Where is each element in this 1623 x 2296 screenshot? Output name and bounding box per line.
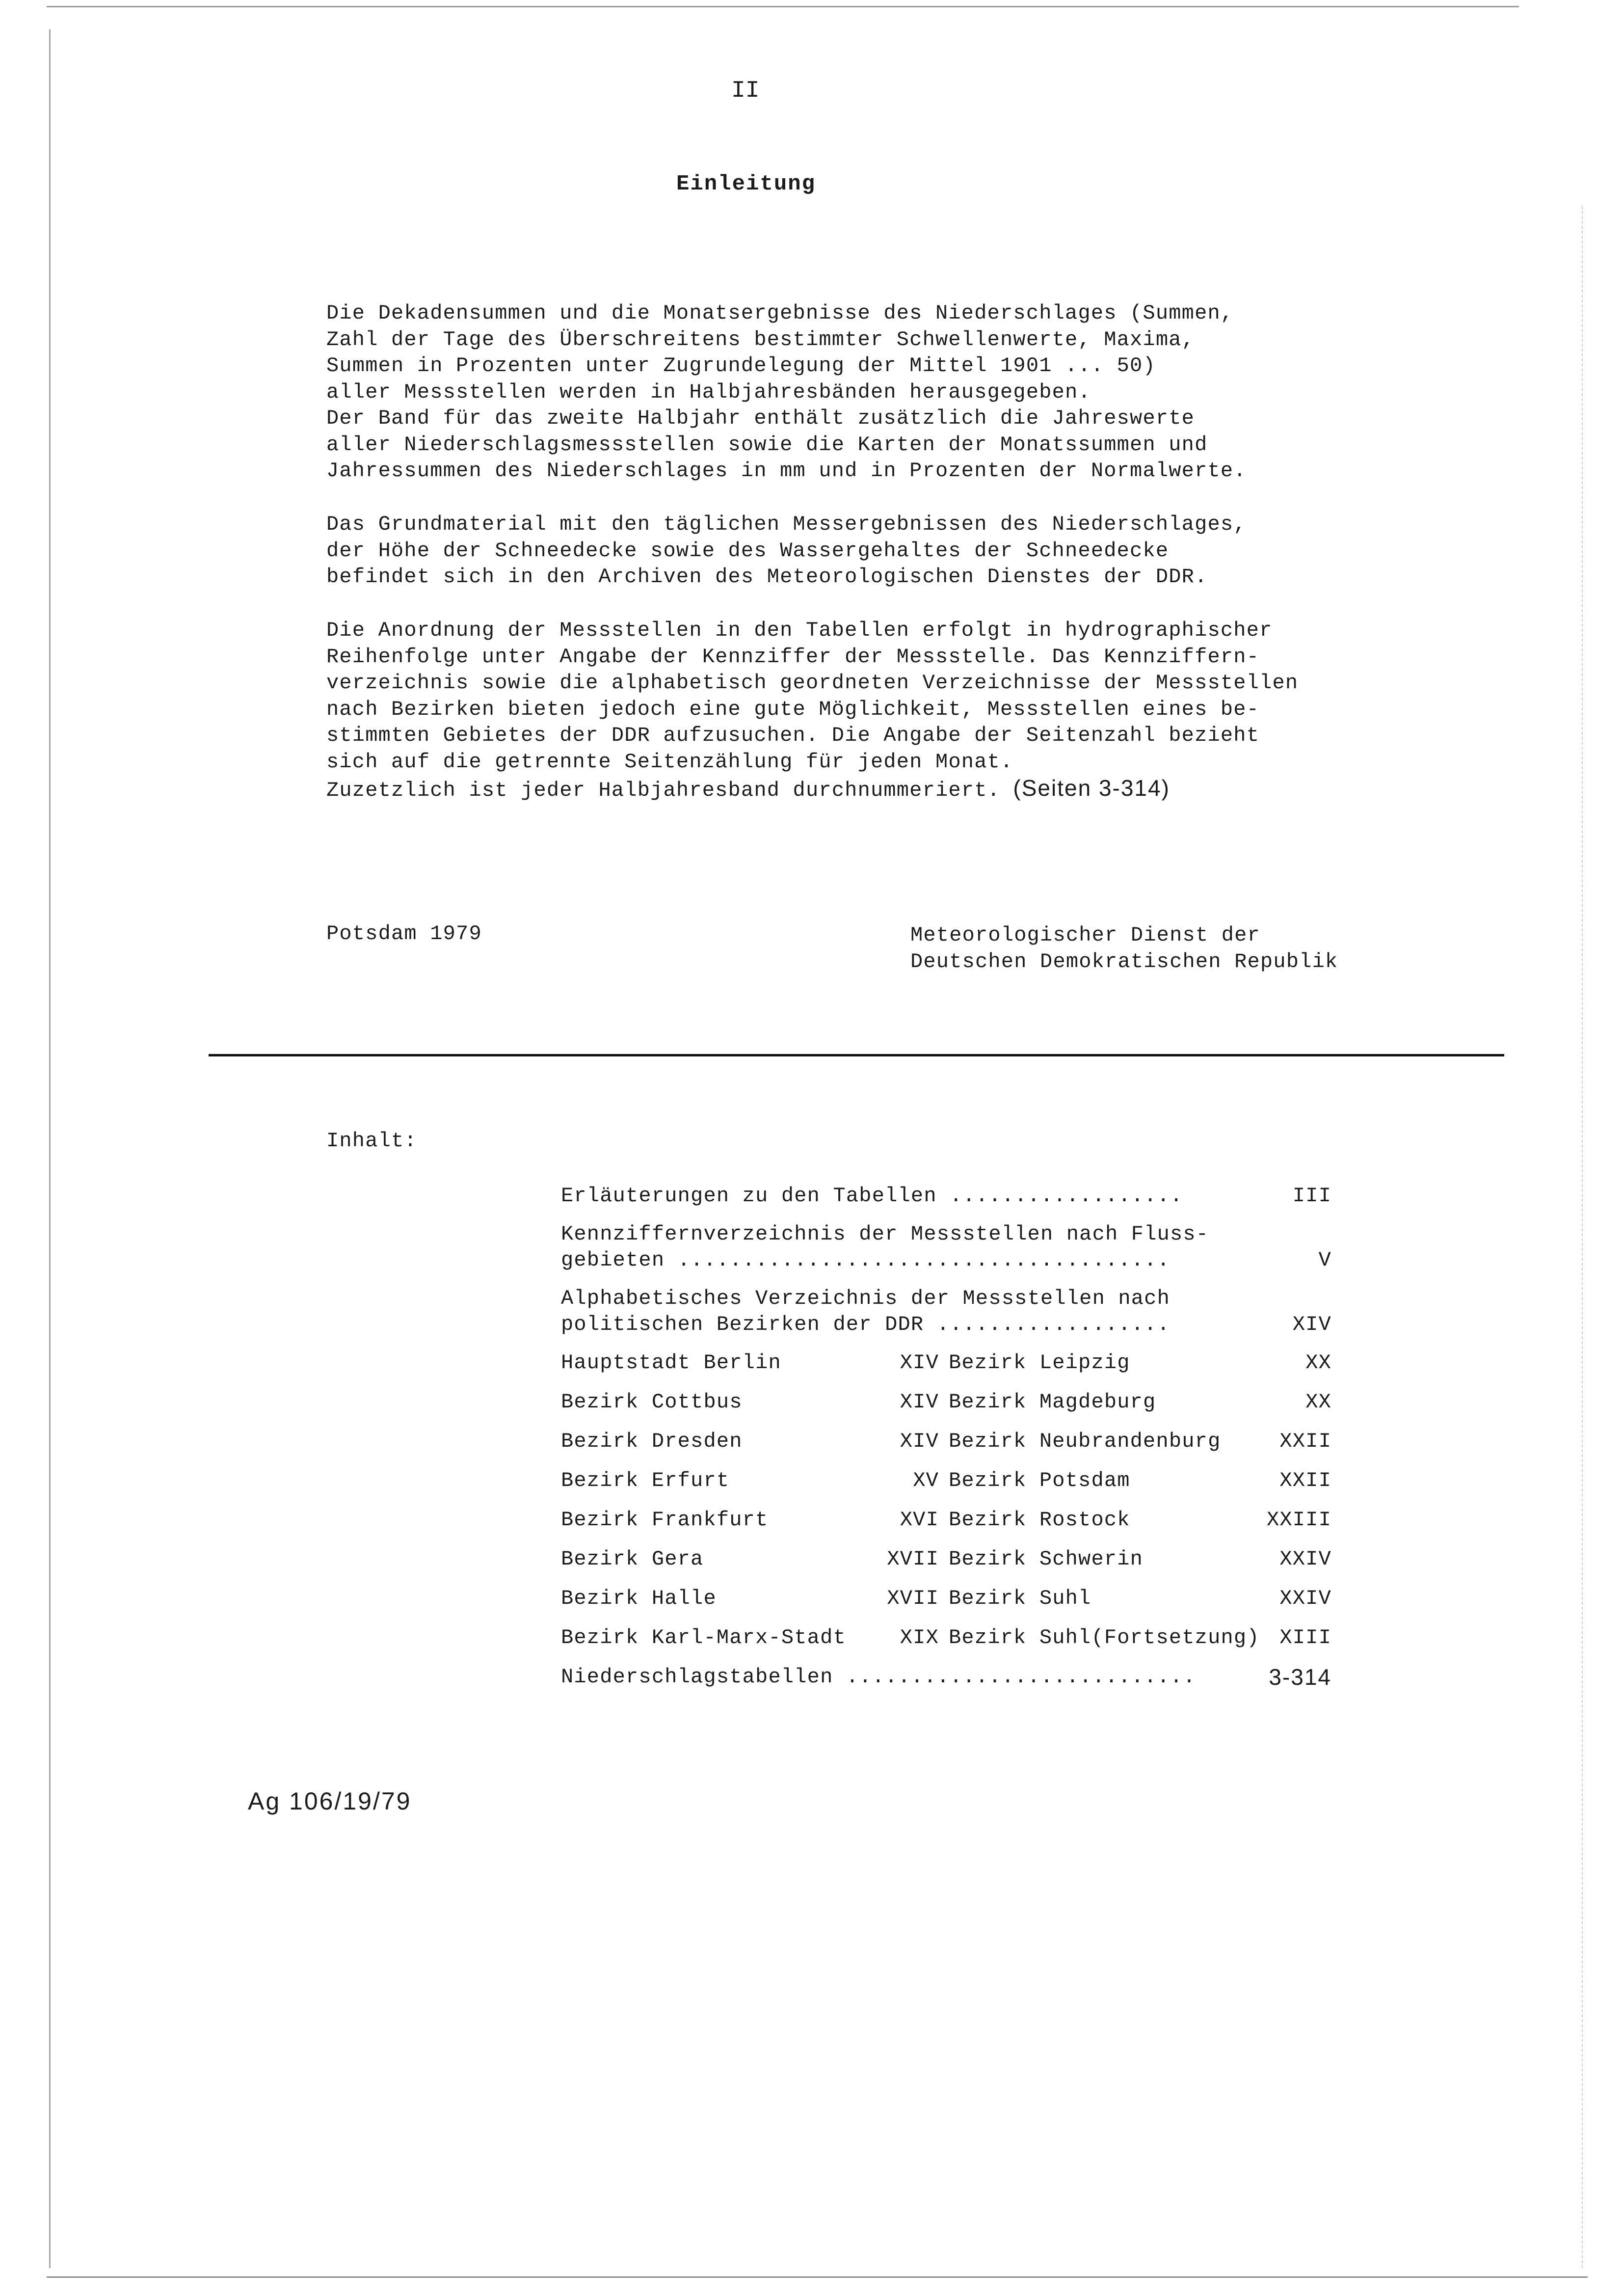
document-reference: Ag 106/19/79 — [248, 1787, 412, 1815]
toc-entry-title: Kennziffernverzeichnis der Messstellen nach Fluss- gebieten ...................................... — [561, 1222, 1209, 1272]
district-right-cell — [939, 1350, 1331, 1376]
intro-paragraph-1: Die Dekadensummen und die Monatsergebnisse des Niederschlages (Summen, Zahl der Tage des Überschreitens bestimmter Schwellenwerte, Maxima, Summen in Prozenten unter Zugrundelegung der Mittel 1901 ... 50) aller Messstellen werden in Halbjahresbänden herausgegeben. Der Band für das zweite Halbjahr enthält zusätzlich die Jahreswerte aller Niederschlagsmessstellen sowie die Karten der Monatssummen und Jahressummen des Niederschlages in mm und in Prozenten der Normalwerte. — [326, 301, 1247, 483]
district-page: XX — [1305, 1351, 1331, 1375]
district-name[interactable]: Bezirk Dresden — [561, 1430, 743, 1453]
district-right-cell — [939, 1625, 1331, 1651]
district-page: XVII — [887, 1587, 939, 1610]
toc-entry-explanations[interactable] — [561, 1183, 1331, 1209]
district-page: XV — [913, 1469, 939, 1492]
district-right-cell — [939, 1546, 1331, 1572]
toc-entry-alphabetical-index[interactable] — [561, 1286, 1331, 1338]
place-date: Potsdam 1979 — [326, 922, 482, 945]
district-page: XXIII — [1266, 1508, 1331, 1532]
toc-entry-precipitation-tables[interactable] — [561, 1664, 1331, 1690]
district-name[interactable]: Bezirk Leipzig — [949, 1351, 1130, 1375]
district-page: XXII — [1279, 1430, 1331, 1453]
district-name[interactable]: Bezirk Halle — [561, 1587, 717, 1610]
district-page: XVII — [887, 1547, 939, 1571]
toc-entry-page: 3-314 — [1269, 1664, 1331, 1690]
district-name[interactable]: Hauptstadt Berlin — [561, 1351, 781, 1375]
district-page: XVI — [900, 1508, 939, 1532]
district-index — [561, 1350, 1331, 1651]
district-name[interactable]: Bezirk Frankfurt — [561, 1508, 769, 1532]
district-page: XX — [1305, 1390, 1331, 1414]
page-border-left — [49, 29, 51, 2268]
district-page: XIV — [900, 1351, 939, 1375]
district-right-cell — [939, 1429, 1331, 1455]
toc-entry-page: III — [1292, 1184, 1331, 1208]
handwritten-pages-note: (Seiten 3-314) — [1013, 775, 1170, 801]
section-divider — [209, 1054, 1504, 1056]
district-right-cell — [939, 1468, 1331, 1494]
district-page: XIV — [900, 1390, 939, 1414]
intro-paragraph-3-text: Die Anordnung der Messstellen in den Tabellen erfolgt in hydrographischer Reihenfolge unter Angabe der Kennziffer der Messstelle. Das Kennziffern- verzeichnis sowie die alphabetisch geordneten Verzeichnisse der Messstellen nach Bezirken bieten jedoch eine gute Möglichkeit, Messstellen eines be- stimmten Gebietes der DDR aufzusuchen. Die Angabe der Seitenzahl bezieht sich auf die getrennte Seitenzählung für jeden Monat. Zuzetzlich ist jeder Halbjahresband durchnummeriert. — [326, 619, 1299, 802]
district-name[interactable]: Bezirk Suhl — [949, 1587, 1091, 1610]
toc-entry-page: XIV — [1292, 1313, 1331, 1336]
table-of-contents — [561, 1183, 1331, 1702]
toc-entry-page: V — [1318, 1248, 1331, 1272]
district-name[interactable]: Bezirk Erfurt — [561, 1469, 730, 1492]
district-right-cell — [939, 1507, 1331, 1533]
district-right-cell — [939, 1389, 1331, 1415]
page-title: Einleitung — [676, 172, 816, 196]
district-page: XIV — [900, 1430, 939, 1453]
toc-entry-code-index[interactable] — [561, 1221, 1331, 1273]
page-border-bottom — [47, 2276, 1588, 2278]
district-right-cell — [939, 1586, 1331, 1612]
intro-paragraph-3 — [326, 618, 1298, 804]
page-border-top — [47, 6, 1519, 7]
district-name[interactable]: Bezirk Karl-Marx-Stadt — [561, 1626, 846, 1649]
district-name[interactable]: Bezirk Cottbus — [561, 1390, 743, 1414]
district-page: XIII — [1279, 1626, 1331, 1649]
toc-entry-title: Niederschlagstabellen ........................... — [561, 1665, 1196, 1689]
district-name[interactable]: Bezirk Potsdam — [949, 1469, 1130, 1492]
toc-entry-title: Alphabetisches Verzeichnis der Messstellen nach politischen Bezirken der DDR .................. — [561, 1287, 1170, 1336]
district-name[interactable]: Bezirk Rostock — [949, 1508, 1130, 1532]
district-name[interactable]: Bezirk Gera — [561, 1547, 704, 1571]
district-page: XXII — [1279, 1469, 1331, 1492]
district-name[interactable]: Bezirk Magdeburg — [949, 1390, 1156, 1414]
district-page: XXIV — [1279, 1547, 1331, 1571]
page-number: II — [731, 78, 760, 104]
toc-entry-title: Erläuterungen zu den Tabellen .................. — [561, 1184, 1183, 1208]
issuer-signature: Meteorologischer Dienst der Deutschen Demokratischen Republik — [910, 923, 1338, 973]
district-page: XXIV — [1279, 1587, 1331, 1610]
district-page: XIX — [900, 1626, 939, 1649]
contents-heading: Inhalt: — [326, 1129, 417, 1153]
district-name[interactable]: Bezirk Suhl(Fortsetzung) — [949, 1626, 1260, 1649]
page-border-right — [1582, 206, 1583, 2268]
district-name[interactable]: Bezirk Neubrandenburg — [949, 1430, 1221, 1453]
district-name[interactable]: Bezirk Schwerin — [949, 1547, 1144, 1571]
intro-paragraph-2: Das Grundmaterial mit den täglichen Messergebnissen des Niederschlages, der Höhe der Schneedecke sowie des Wassergehaltes der Schneedecke befindet sich in den Archiven des Meteorologischen Dienstes der DDR. — [326, 513, 1247, 589]
